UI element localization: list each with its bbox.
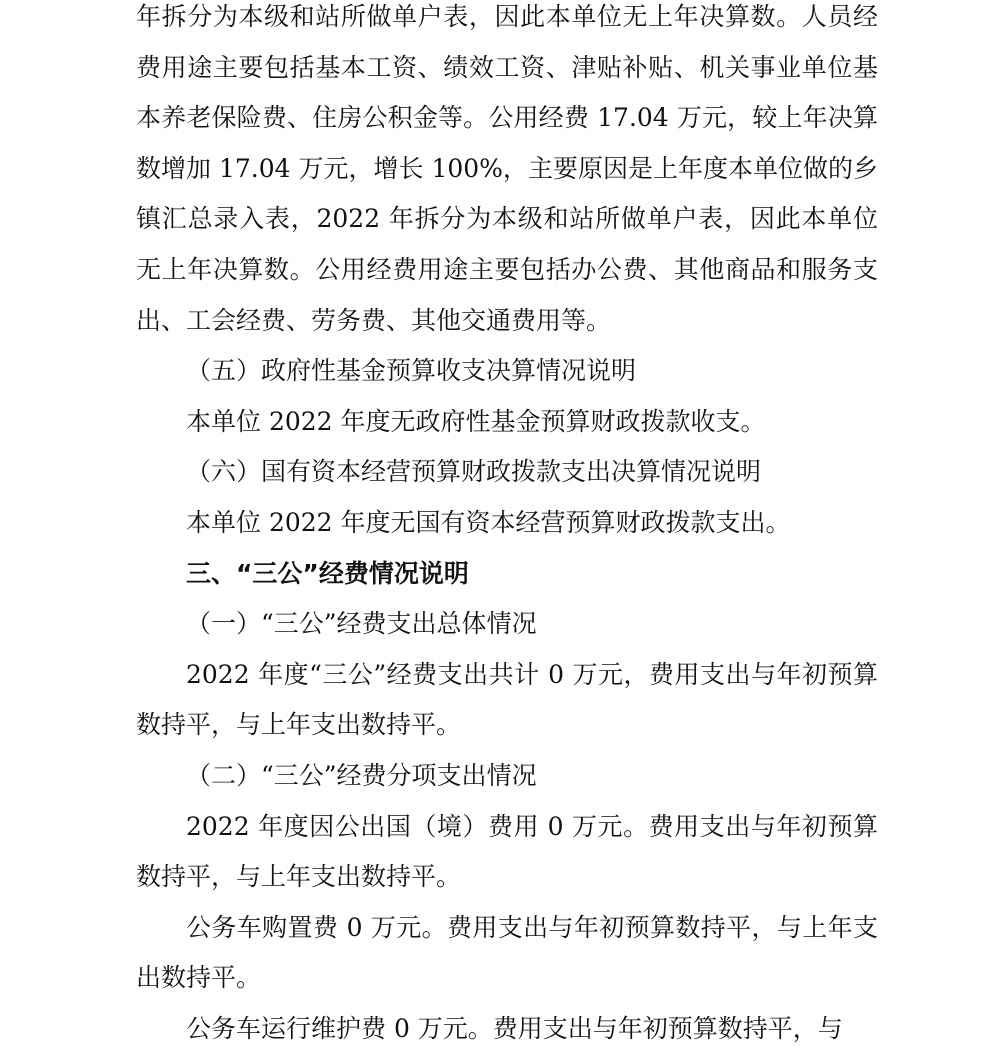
heading-government-fund-budget: （五）政府性基金预算收支决算情况说明 bbox=[186, 356, 637, 386]
document-page bbox=[136, 0, 878, 1054]
paragraph-vehicle-maintenance: 公务车运行维护费 0 万元。费用支出与年初预算数持平，与 bbox=[186, 1013, 843, 1043]
heading-state-capital-budget: （六）国有资本经营预算财政拨款支出决算情况说明 bbox=[186, 457, 762, 487]
heading-three-public-itemized: （二）“三公”经费分项支出情况 bbox=[186, 760, 537, 790]
paragraph-overseas-travel: 2022 年度因公出国（境）费用 0 万元。费用支出与年初预算数持平，与上年支出数持平。 bbox=[136, 811, 878, 892]
heading-three-public-overall: （一）“三公”经费支出总体情况 bbox=[186, 609, 537, 639]
paragraph-state-capital-budget: 本单位 2022 年度无国有资本经营预算财政拨款支出。 bbox=[186, 507, 791, 537]
paragraph-vehicle-purchase: 公务车购置费 0 万元。费用支出与年初预算数持平，与上年支出数持平。 bbox=[136, 912, 878, 993]
section-heading-three-public-expenses: 三、“三公”经费情况说明 bbox=[186, 558, 469, 588]
paragraph-government-fund-budget: 本单位 2022 年度无政府性基金预算财政拨款收支。 bbox=[186, 406, 766, 436]
paragraph-three-public-overall: 2022 年度“三公”经费支出共计 0 万元，费用支出与年初预算数持平，与上年支出数持平。 bbox=[136, 659, 878, 740]
paragraph-personnel-public-funds: 年拆分为本级和站所做单户表，因此本单位无上年决算数。人员经费用途主要包括基本工资、绩效工资、津贴补贴、机关事业单位基本养老保险费、住房公积金等。公用经费 17.04 万元，较上年决算数增加 17.04 万元，增长 100%，主要原因是上年度本单位做的乡镇汇总录入表，2022 年拆分为本级和站所做单户表，因此本单位无上年决算数。公用经费用途主要包括办公费、其他商品和服务支出、工会经费、劳务费、其他交通费用等。 bbox=[136, 2, 878, 335]
